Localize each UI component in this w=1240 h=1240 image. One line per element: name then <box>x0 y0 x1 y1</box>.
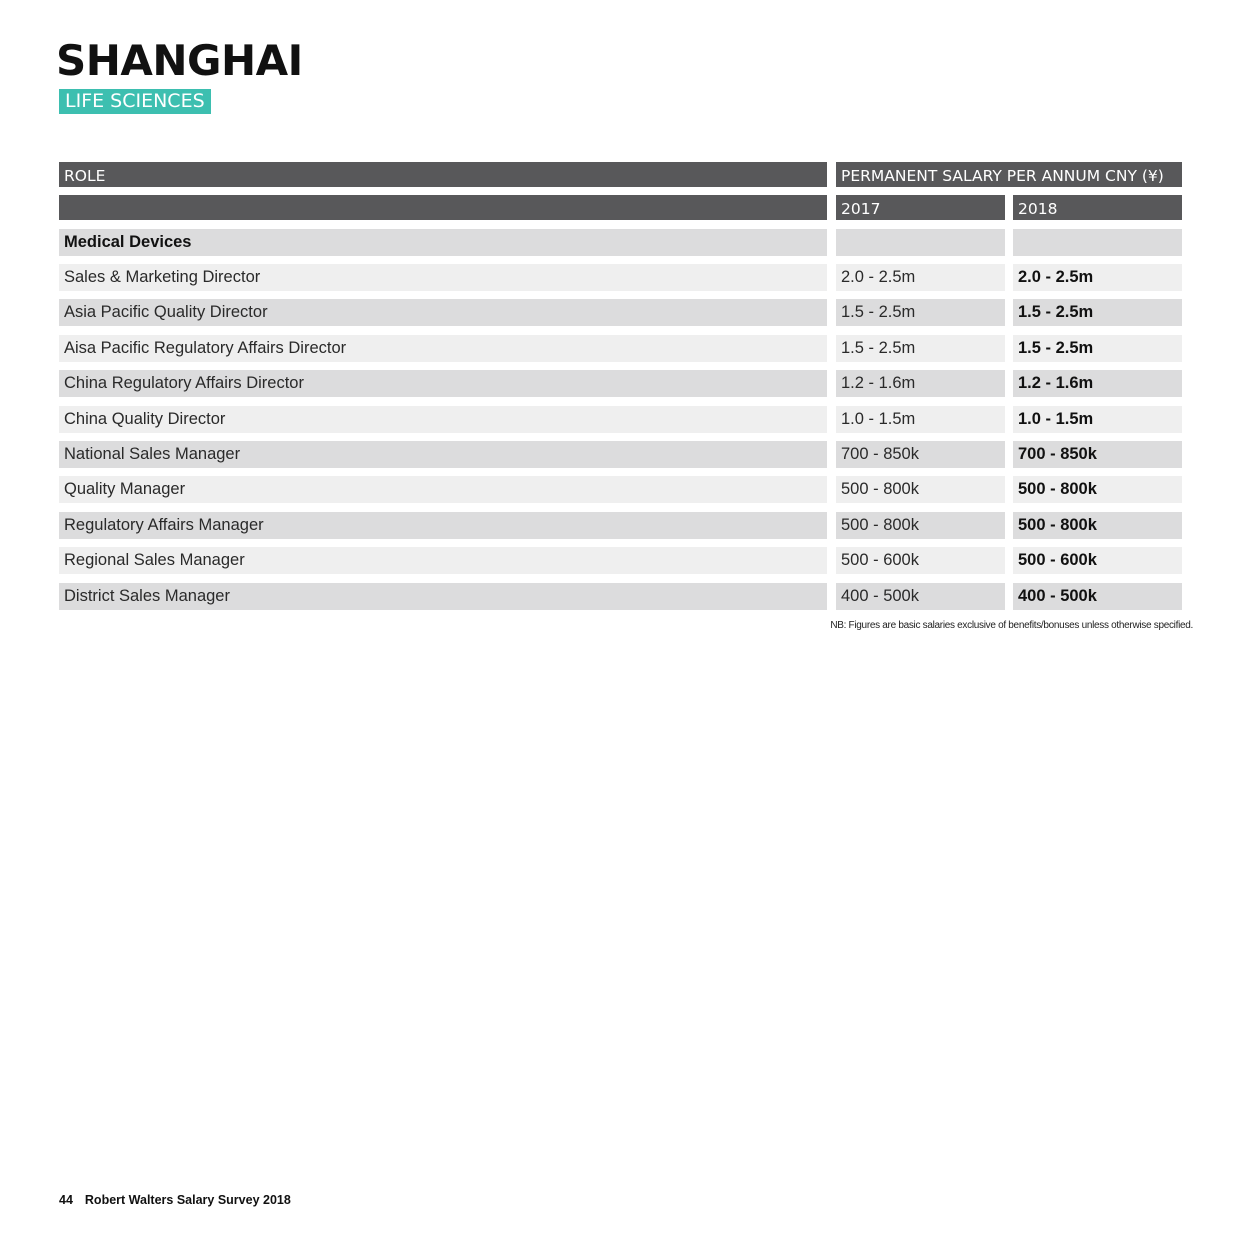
role-cell: Sales & Marketing Director <box>59 264 827 291</box>
role-cell: District Sales Manager <box>59 583 827 610</box>
salary-2017-cell: 1.0 - 1.5m <box>836 406 1005 433</box>
salary-2018-cell: 500 - 800k <box>1013 512 1182 539</box>
role-cell: National Sales Manager <box>59 441 827 468</box>
salary-2018-cell: 1.0 - 1.5m <box>1013 406 1182 433</box>
salary-2017-cell: 1.5 - 2.5m <box>836 335 1005 362</box>
page-footer <box>59 1193 291 1207</box>
salary-2018-cell: 1.2 - 1.6m <box>1013 370 1182 397</box>
role-cell: Aisa Pacific Regulatory Affairs Director <box>59 335 827 362</box>
salary-2018-cell: 500 - 800k <box>1013 476 1182 503</box>
salary-2018-cell: 700 - 850k <box>1013 441 1182 468</box>
salary-2017-cell: 500 - 800k <box>836 476 1005 503</box>
year-2017-header: 2017 <box>836 195 1005 220</box>
section-blank-2017 <box>836 229 1005 256</box>
salary-2017-cell: 2.0 - 2.5m <box>836 264 1005 291</box>
salary-2018-cell: 2.0 - 2.5m <box>1013 264 1182 291</box>
salary-2017-cell: 500 - 600k <box>836 547 1005 574</box>
salary-column-header: PERMANENT SALARY PER ANNUM CNY (¥) <box>836 162 1182 187</box>
sector-badge: LIFE SCIENCES <box>59 89 211 114</box>
salary-2018-cell: 1.5 - 2.5m <box>1013 335 1182 362</box>
salary-2017-cell: 1.2 - 1.6m <box>836 370 1005 397</box>
section-title: Medical Devices <box>59 229 827 256</box>
salary-2018-cell: 1.5 - 2.5m <box>1013 299 1182 326</box>
page-title: SHANGHAI <box>56 36 303 85</box>
role-cell: China Regulatory Affairs Director <box>59 370 827 397</box>
role-cell: Asia Pacific Quality Director <box>59 299 827 326</box>
role-cell: Regulatory Affairs Manager <box>59 512 827 539</box>
role-cell: Regional Sales Manager <box>59 547 827 574</box>
salary-2017-cell: 500 - 800k <box>836 512 1005 539</box>
year-2018-header: 2018 <box>1013 195 1182 220</box>
footnote: NB: Figures are basic salaries exclusive of benefits/bonuses unless otherwise specified. <box>830 620 1193 631</box>
section-blank-2018 <box>1013 229 1182 256</box>
salary-2018-cell: 500 - 600k <box>1013 547 1182 574</box>
publication-title: Robert Walters Salary Survey 2018 <box>84 1193 291 1207</box>
role-column-header: ROLE <box>59 162 827 187</box>
role-cell: China Quality Director <box>59 406 827 433</box>
page-number: 44 <box>59 1193 73 1207</box>
salary-2017-cell: 400 - 500k <box>836 583 1005 610</box>
salary-2017-cell: 1.5 - 2.5m <box>836 299 1005 326</box>
role-cell: Quality Manager <box>59 476 827 503</box>
role-subheader-blank <box>59 195 827 220</box>
salary-2017-cell: 700 - 850k <box>836 441 1005 468</box>
salary-2018-cell: 400 - 500k <box>1013 583 1182 610</box>
